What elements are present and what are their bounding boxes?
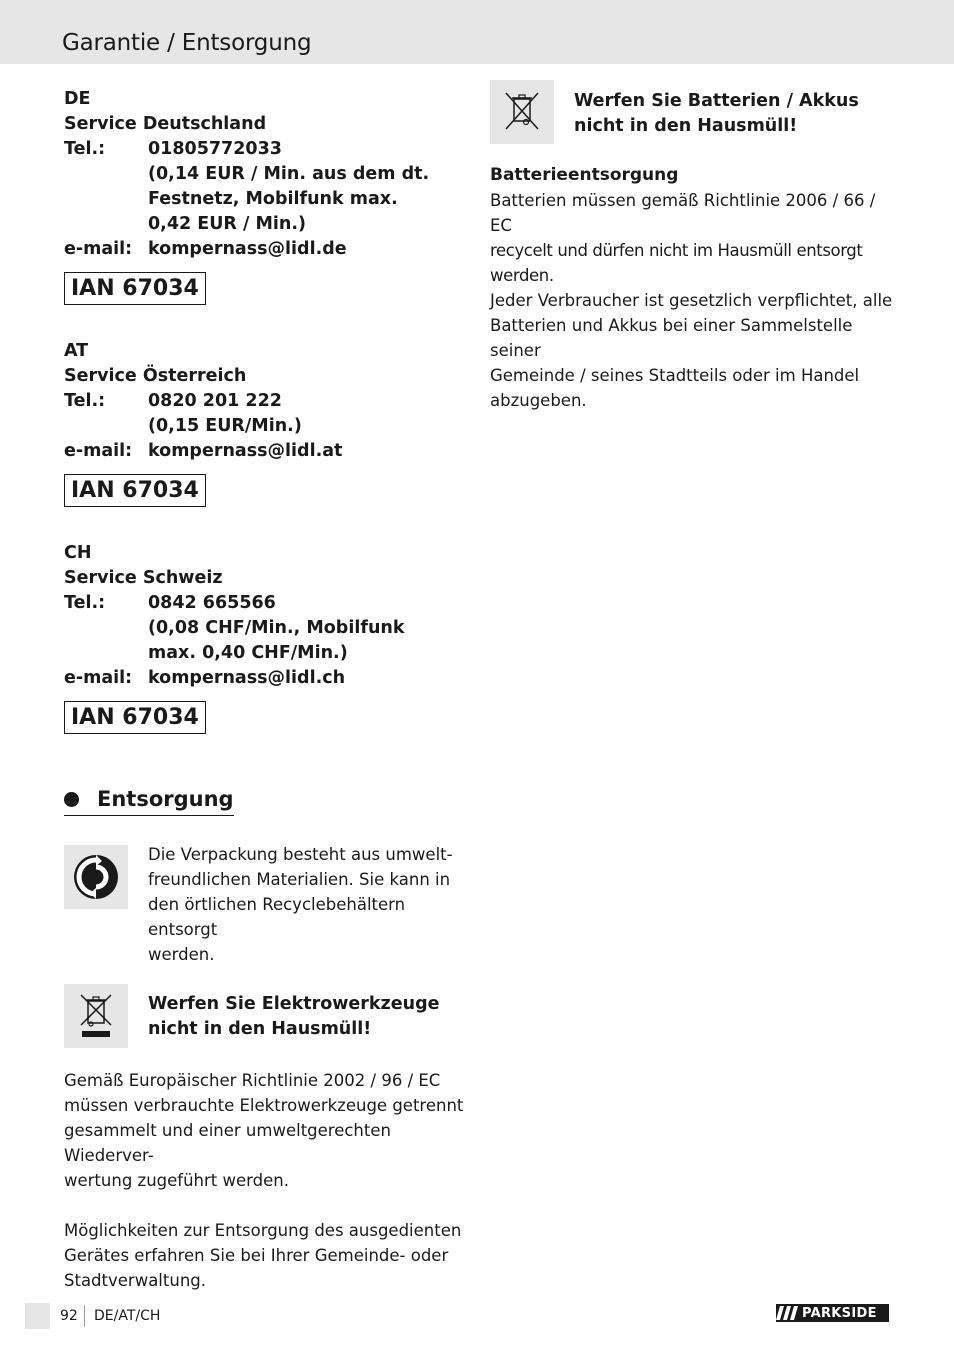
- text-line: Möglichkeiten zur Entsorgung des ausgedienten: [64, 1221, 462, 1240]
- tel-label: Tel.:: [64, 593, 106, 613]
- country-code: CH: [64, 543, 92, 563]
- logo-stripes-icon: [776, 1304, 798, 1322]
- tel-line: 0,42 EUR / Min.): [148, 214, 307, 234]
- packaging-row: [64, 842, 464, 967]
- tel-line: 01805772033: [148, 139, 282, 159]
- service-block-de: [64, 87, 464, 305]
- text-line: wertung zugeführt werden.: [64, 1171, 289, 1190]
- text-line: Werfen Sie Elektrowerkzeuge: [148, 994, 440, 1014]
- text-line: Batterien müssen gemäß Richtlinie 2006 / 66 / EC: [490, 191, 876, 235]
- tel-line: (0,14 EUR / Min. aus dem dt.: [148, 164, 430, 184]
- text-line: müssen verbrauchte Elektrowerkzeuge getrennt: [64, 1096, 464, 1115]
- email-value: kompernass@lidl.at: [148, 441, 343, 461]
- ian-box: IAN 67034: [64, 701, 206, 734]
- disposal-section: [64, 784, 464, 1293]
- text-line: Die Verpackung besteht aus umwelt-: [148, 845, 453, 864]
- email-row: [64, 439, 464, 464]
- text-line: Gemäß Europäischer Richtlinie 2002 / 96 / EC: [64, 1071, 441, 1090]
- tel-line: 0820 201 222: [148, 391, 282, 411]
- text-line: nicht in den Hausmüll!: [148, 1019, 372, 1039]
- page-title: Garantie / Entsorgung: [62, 30, 312, 56]
- service-name: Service Deutschland: [64, 114, 267, 134]
- bullet-icon: [64, 792, 79, 807]
- options-paragraph: [64, 1218, 464, 1293]
- tools-warning-text: [148, 992, 439, 1042]
- ian-box: IAN 67034: [64, 272, 206, 305]
- country-code: DE: [64, 89, 91, 109]
- tel-value: [148, 591, 464, 666]
- text-line: abzugeben.: [490, 391, 587, 410]
- email-value: kompernass@lidl.ch: [148, 668, 346, 688]
- service-name: Service Österreich: [64, 366, 247, 386]
- footer-divider: [84, 1305, 85, 1327]
- tel-row: [64, 389, 464, 439]
- text-line: Jeder Verbraucher ist gesetzlich verpflichtet, alle: [490, 291, 893, 310]
- text-line: Batterien und Akkus bei einer Sammelstelle seiner: [490, 316, 853, 360]
- text-line: freundlichen Materialien. Sie kann in: [148, 870, 451, 889]
- green-dot-recycle-icon: [64, 845, 128, 909]
- tel-value: [148, 389, 464, 439]
- crossed-out-bin-icon: [490, 80, 554, 144]
- page-header: [0, 0, 954, 64]
- email-row: [64, 237, 464, 262]
- tel-row: [64, 137, 464, 237]
- email-row: [64, 666, 464, 691]
- tel-line: (0,15 EUR/Min.): [148, 416, 302, 436]
- tel-value: [148, 137, 464, 237]
- packaging-text: [148, 842, 464, 967]
- tel-line: max. 0,40 CHF/Min.): [148, 643, 348, 663]
- service-name: Service Schweiz: [64, 568, 223, 588]
- text-line: nicht in den Hausmüll!: [574, 116, 798, 136]
- tel-line: Festnetz, Mobilfunk max.: [148, 189, 398, 209]
- tel-label: Tel.:: [64, 139, 106, 159]
- heading-text: Entsorgung: [97, 787, 234, 811]
- tel-label: Tel.:: [64, 391, 106, 411]
- directive-paragraph: [64, 1068, 464, 1193]
- email-label: e-mail:: [64, 441, 133, 461]
- parkside-logo: [776, 1304, 889, 1322]
- battery-warning-row: [490, 80, 900, 144]
- text-line: Gemeinde / seines Stadtteils oder im Handel: [490, 366, 860, 385]
- tel-line: 0842 665566: [148, 593, 276, 613]
- battery-paragraph: [490, 188, 900, 413]
- text-line: den örtlichen Recyclebehältern entsorgt: [148, 895, 406, 939]
- left-column: [64, 87, 464, 1293]
- section-heading: [64, 784, 234, 816]
- tools-warning-row: [64, 984, 464, 1048]
- text-line: gesammelt und einer umweltgerechten Wiederver-: [64, 1121, 391, 1165]
- crossed-out-bin-icon: [64, 984, 128, 1048]
- text-line: werden.: [148, 945, 215, 964]
- service-block-ch: [64, 541, 464, 734]
- tel-row: [64, 591, 464, 666]
- text-line: recycelt und dürfen nicht im Hausmüll entsorgt werden.: [490, 241, 863, 285]
- ian-box: IAN 67034: [64, 474, 206, 507]
- service-block-at: [64, 339, 464, 507]
- footer-marker: [25, 1303, 50, 1329]
- email-label: e-mail:: [64, 239, 133, 259]
- battery-subheading: Batterieentsorgung: [490, 165, 679, 185]
- tel-line: (0,08 CHF/Min., Mobilfunk: [148, 618, 405, 638]
- email-value: kompernass@lidl.de: [148, 239, 347, 259]
- footer-languages: DE/AT/CH: [94, 1308, 161, 1324]
- country-code: AT: [64, 341, 89, 361]
- text-line: Gerätes erfahren Sie bei Ihrer Gemeinde- oder: [64, 1246, 449, 1265]
- page-number: 92: [60, 1308, 78, 1324]
- email-label: e-mail:: [64, 668, 133, 688]
- right-column: [490, 80, 900, 413]
- battery-warning-text: [574, 89, 859, 139]
- text-line: Stadtverwaltung.: [64, 1271, 206, 1290]
- brand-name: PARKSIDE: [802, 1305, 877, 1321]
- text-line: Werfen Sie Batterien / Akkus: [574, 91, 859, 111]
